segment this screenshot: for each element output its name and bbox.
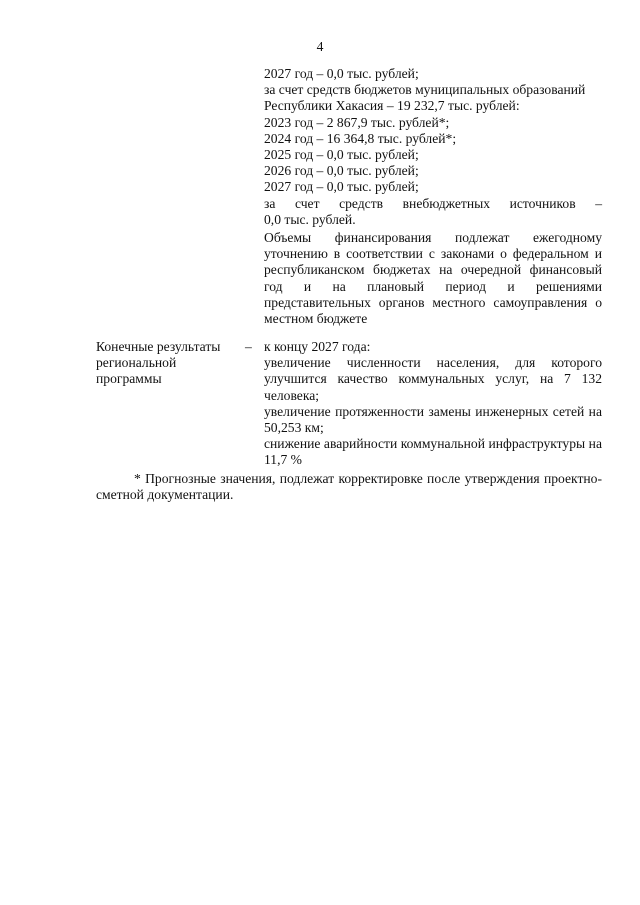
- results-label-line: программы: [96, 371, 162, 387]
- funding-line: 2024 год – 16 364,8 тыс. рублей*;: [264, 130, 457, 146]
- funding-line: Республики Хакасия – 19 232,7 тыс. рублей:: [264, 98, 520, 114]
- results-item: увеличение протяженности замены инженерных сетей на 50,253 км;: [264, 403, 602, 436]
- funding-line: за счет средств бюджетов муниципальных образований: [264, 82, 586, 98]
- results-label-line: региональной: [96, 355, 177, 371]
- funding-line: 2025 год – 0,0 тыс. рублей;: [264, 147, 419, 163]
- results-item: увеличение численности населения, для которого улучшится качество коммунальных услуг, на 7 132 человека;: [264, 355, 602, 403]
- funding-line: 2026 год – 0,0 тыс. рублей;: [264, 163, 419, 179]
- results-section: [264, 339, 602, 469]
- results-item: к концу 2027 года:: [264, 339, 371, 354]
- label-dash: –: [245, 339, 252, 354]
- funding-line: 2027 год – 0,0 тыс. рублей;: [264, 179, 419, 195]
- footnote: * Прогнозные значения, подлежат корректировке после утверждения проектно-сметной документации.: [96, 471, 602, 503]
- results-label-line: Конечные результаты: [96, 339, 221, 354]
- page-number: 4: [316, 39, 324, 54]
- extrabudget-line: за счет средств внебюджетных источников –: [264, 195, 602, 211]
- funding-line: 2027 год – 0,0 тыс. рублей;: [264, 66, 419, 81]
- results-item: снижение аварийности коммунальной инфраструктуры на 11,7 %: [264, 436, 602, 468]
- financing-volumes-paragraph: Объемы финансирования подлежат ежегодному уточнению в соответствии с законами о федеральном и республиканском бюджетах на очередной финансовый год и на плановый период и решениями представительных органов местного самоуправления о местном бюджете: [264, 230, 602, 327]
- extrabudget-amount: 0,0 тыс. рублей.: [264, 211, 356, 227]
- results-label: [96, 339, 232, 388]
- funding-line: 2023 год – 2 867,9 тыс. рублей*;: [264, 114, 450, 130]
- funding-section: [264, 66, 602, 327]
